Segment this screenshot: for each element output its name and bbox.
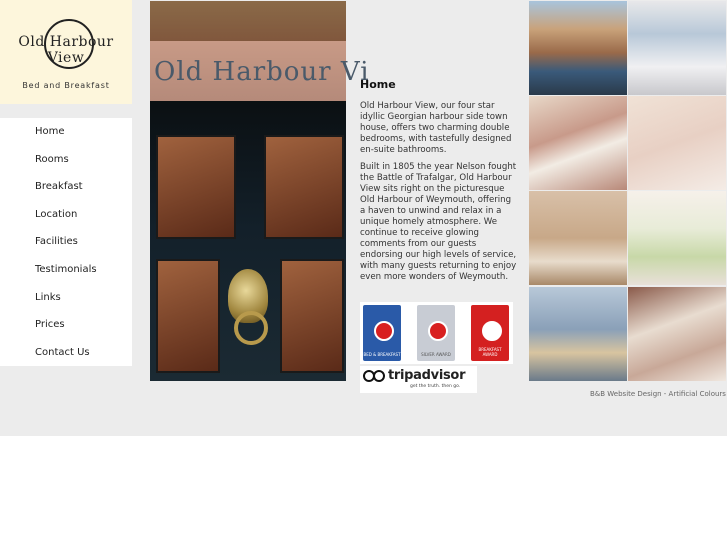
- history-paragraph: Built in 1805 the year Nelson fought the Battle of Trafalgar, Old Harbour View sits right on the picturesque Old Harbour of Weymouth, offering a haven to unwind and relax in a unique homely atmosphere. We continue to receive glowing comments from our guests endorsing our high levels of service, with many guests returning to enjoy even more wonders of Weymouth.: [360, 162, 517, 282]
- photo-bedroom-decor: [529, 96, 627, 190]
- hero-door-photo: [150, 1, 370, 381]
- tripadvisor-tagline: get the truth. then go.: [410, 384, 461, 389]
- photo-breakfast-table: [628, 287, 726, 381]
- knocker-ring: [234, 311, 268, 345]
- award-badge-bed-breakfast[interactable]: [363, 305, 401, 361]
- photo-bedroom-alcove: [529, 191, 627, 285]
- award-badge-silver[interactable]: [417, 305, 455, 361]
- home-content: [360, 78, 518, 289]
- owl-icon: [363, 370, 385, 384]
- door-sign-text: Old Harbour Vi: [154, 57, 370, 87]
- award-badge-label: BREAKFAST AWARD: [478, 347, 502, 357]
- awards-strip: [360, 302, 513, 364]
- door-pane: [264, 135, 344, 239]
- nav-item-prices[interactable]: Prices: [35, 319, 65, 331]
- award-badge-label: SILVER AWARD: [421, 352, 451, 357]
- nav-item-links[interactable]: Links: [35, 291, 61, 303]
- page-title: Home: [360, 78, 396, 91]
- logo-subtitle: Bed and Breakfast: [22, 81, 110, 90]
- rose-icon: [428, 321, 448, 341]
- photo-window-view: [628, 1, 726, 95]
- door-pane: [280, 259, 344, 373]
- rose-icon: [374, 321, 394, 341]
- door-pane: [156, 135, 236, 239]
- nav-item-location[interactable]: Location: [35, 208, 78, 220]
- nav-item-rooms[interactable]: Rooms: [35, 153, 69, 165]
- photo-bed-linen: [628, 96, 726, 190]
- footer-credit-link[interactable]: B&B Website Design - Artificial Colours: [590, 390, 726, 398]
- tripadvisor-name: tripadvisor: [388, 368, 466, 383]
- nav-item-breakfast[interactable]: Breakfast: [35, 181, 83, 193]
- door-pane: [156, 259, 220, 373]
- nav-item-contact-us[interactable]: Contact Us: [35, 346, 90, 358]
- trophy-icon: [482, 321, 502, 341]
- nav-item-testimonials[interactable]: Testimonials: [35, 263, 97, 275]
- award-badge-breakfast[interactable]: [471, 305, 509, 361]
- site-logo[interactable]: [0, 0, 132, 104]
- intro-paragraph: Old Harbour View, our four star idyllic Georgian harbour side town house, offers two charming double bedrooms, with tastefully designed en-suite bathrooms.: [360, 101, 512, 155]
- nav-item-home[interactable]: Home: [35, 126, 65, 137]
- tripadvisor-logo[interactable]: [360, 366, 477, 393]
- logo-title: Old Harbour View: [18, 34, 114, 66]
- main-nav: [0, 118, 132, 366]
- photo-harbour-houses: [529, 1, 627, 95]
- photo-lilies: [628, 191, 726, 285]
- nav-item-facilities[interactable]: Facilities: [35, 236, 78, 248]
- photo-harbour-boats: [529, 287, 627, 381]
- award-badge-label: BED & BREAKFAST: [363, 352, 401, 357]
